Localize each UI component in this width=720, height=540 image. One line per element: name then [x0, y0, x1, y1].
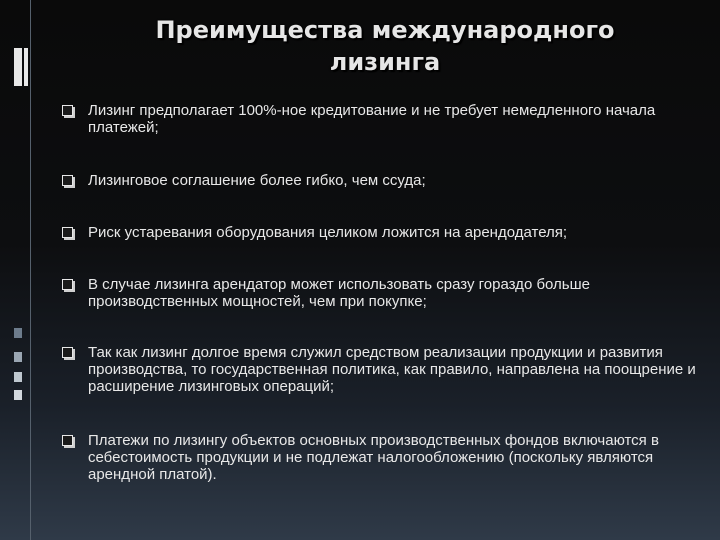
square-bullet-icon: [62, 347, 73, 358]
slide-title: [80, 14, 690, 78]
decor-block: [24, 48, 28, 86]
bullet-item: [60, 276, 713, 310]
bullet-item: [60, 344, 713, 395]
bullet-text: В случае лизинга арендатор может использовать сразу гораздо больше производственных мощностей, чем при покупке;: [88, 276, 590, 310]
decor-square: [14, 390, 22, 400]
square-bullet-icon: [62, 105, 73, 116]
bullet-text: Риск устаревания оборудования целиком ложится на арендодателя;: [88, 224, 568, 241]
slide-title-line-2: лизинга: [329, 48, 441, 76]
decor-square: [14, 352, 22, 362]
decor-square: [14, 372, 22, 382]
slide-title-line-1: Преимущества международного: [155, 16, 615, 44]
bullet-item: [60, 102, 713, 136]
bullet-text: Лизинг предполагает 100%-ное кредитование и не требует немедленного начала платежей;: [88, 102, 656, 136]
bullet-text: Платежи по лизингу объектов основных производственных фондов включаются в себестоимость продукции и не подлежат налогообложению (поскольку являются арендной платой).: [88, 432, 659, 483]
square-bullet-icon: [62, 175, 73, 186]
decor-block: [14, 48, 22, 86]
square-bullet-icon: [62, 227, 73, 238]
bullet-item: [60, 224, 713, 241]
square-bullet-icon: [62, 279, 73, 290]
bullet-item: [60, 432, 713, 483]
bullet-item: [60, 172, 713, 189]
side-divider-line: [30, 0, 31, 540]
bullet-text: Лизинговое соглашение более гибко, чем ссуда;: [88, 172, 426, 189]
decor-square: [14, 328, 22, 338]
square-bullet-icon: [62, 435, 73, 446]
bullet-text: Так как лизинг долгое время служил средством реализации продукции и развития производства, то государственная политика, как правило, направлена на поощрение и расширение лизинговых операций;: [88, 344, 696, 395]
